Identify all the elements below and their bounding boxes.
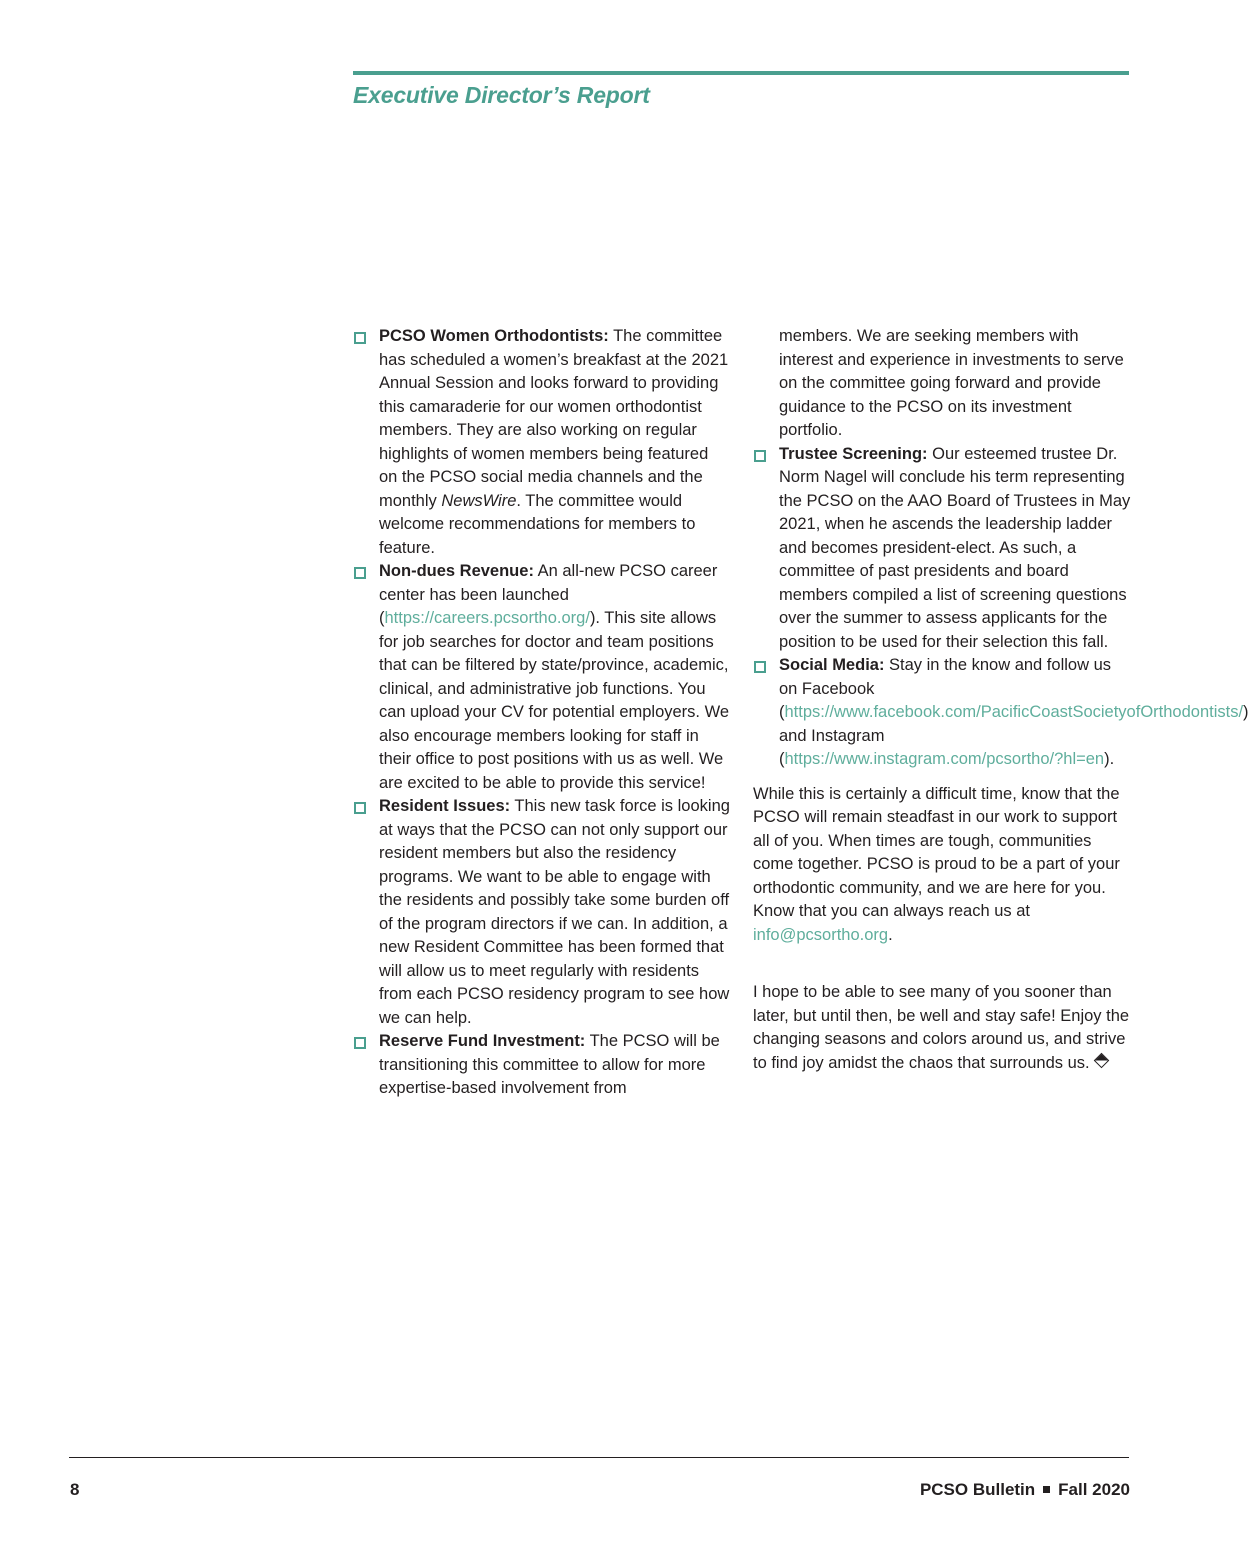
item-text: This new task force is looking at ways that the PCSO can not only support our resident members but also the residency programs. We want to be able to engage with the residents and possibly take some burden off of the program directors if we can. In addition, a new Resident Committee has been formed that will allow us to meet regularly with residents from each PCSO residency program to see how we can help. <box>379 797 730 1027</box>
item-text-mid: ) and Instagram ( <box>779 703 1249 768</box>
closing-paragraph-2 <box>753 981 1131 1075</box>
newswire-title: NewsWire <box>441 491 517 510</box>
item-text: Stay in the know and follow us on Facebook ( <box>779 656 1111 721</box>
square-bullet-icon <box>754 661 766 673</box>
square-separator-icon <box>1043 1486 1050 1493</box>
issue-name: Fall 2020 <box>1058 1480 1130 1499</box>
item-text: The committee has scheduled a women’s breakfast at the 2021 Annual Session and looks forward to providing this camaraderie for our women orthodontist members. They are also working on regular highlights of women members being featured on the PCSO social media channels and the monthly <box>379 327 729 510</box>
item-term: Social Media: <box>779 656 885 674</box>
item-term: Reserve Fund Investment: <box>379 1032 586 1050</box>
item-text: An all-new PCSO career center has been launched ( <box>379 562 718 627</box>
section-title: Executive Director’s Report <box>353 82 650 108</box>
item-text: Our esteemed trustee Dr. Norm Nagel will conclude his term representing the PCSO on the AAO Board of Trustees in May 2021, when he ascends the leadership ladder and becomes president-elect. As such, a committee of past presidents and board members compiled a list of screening questions over the summer to assess applicants for the position to be used for their selection this fall. <box>779 444 1131 651</box>
header-rule <box>353 71 1129 75</box>
email-link[interactable]: info@pcsortho.org <box>753 925 889 944</box>
square-bullet-icon <box>354 567 366 579</box>
careers-link[interactable]: https://careers.pcsortho.org/ <box>384 609 590 627</box>
square-bullet-icon <box>354 1037 366 1049</box>
square-bullet-icon <box>354 802 366 814</box>
left-bullet-list <box>353 325 731 1101</box>
square-bullet-icon <box>354 332 366 344</box>
item-text-end: . The committee would welcome recommendations for members to feature. <box>379 491 696 557</box>
paragraph-end: . <box>888 925 893 944</box>
paragraph-text: While this is certainly a difficult time, know that the PCSO will remain steadfast in our work to support all of you. When times are tough, communities come together. PCSO is proud to be a part of your orthodontic community, and we are here for you. Know that you can always reach us at <box>753 784 1120 920</box>
square-bullet-icon <box>754 450 766 462</box>
list-item-resident-issues <box>353 795 731 1030</box>
item-term: Trustee Screening: <box>779 444 928 463</box>
item-term: Non-dues Revenue: <box>379 562 534 580</box>
end-mark-icon <box>1093 1052 1109 1068</box>
reserve-fund-continuation: members. We are seeking members with interest and experience in investments to serve on the committee going forward and provide guidance to the PCSO on its investment portfolio. <box>779 327 1124 439</box>
right-column <box>753 325 1249 1075</box>
instagram-link[interactable]: https://www.instagram.com/pcsortho/?hl=en <box>784 750 1105 768</box>
publication-name: PCSO Bulletin <box>919 1480 1036 1499</box>
item-text-end: ). <box>1104 750 1115 768</box>
closing-paragraph-1 <box>753 783 1131 948</box>
footer-rule <box>69 1457 1129 1458</box>
list-item-trustee-screening <box>753 443 1131 655</box>
footer-publication <box>920 1480 1130 1500</box>
paragraph-text: I hope to be able to see many of you sooner than later, but until then, be well and stay safe! Enjoy the changing seasons and colors around us, and strive to find joy amidst the chaos that surrounds us. <box>753 983 1130 1072</box>
list-item-reserve-fund <box>353 1030 731 1101</box>
facebook-link[interactable]: https://www.facebook.com/PacificCoastSocietyofOrthodontists/ <box>784 703 1244 721</box>
left-column <box>353 325 731 1101</box>
list-item-social-media <box>753 654 1249 772</box>
right-bullet-list <box>753 443 1249 772</box>
list-item-women-orthodontists <box>353 325 731 560</box>
item-term: Resident Issues: <box>379 797 511 815</box>
list-item-non-dues-revenue <box>353 560 731 795</box>
item-text-end: ). This site allows for job searches for doctor and team positions that can be filtered by state/province, academic, clinical, and administrative job functions. You can upload your CV for potential employers. We also encourage members looking for staff in their office to post positions with us as well. We are excited to be able to provide this service! <box>379 609 730 792</box>
item-text: The PCSO will be transitioning this committee to allow for more expertise-based involvement from <box>379 1032 720 1097</box>
item-term: PCSO Women Orthodontists: <box>379 327 609 345</box>
page-number: 8 <box>70 1480 80 1499</box>
